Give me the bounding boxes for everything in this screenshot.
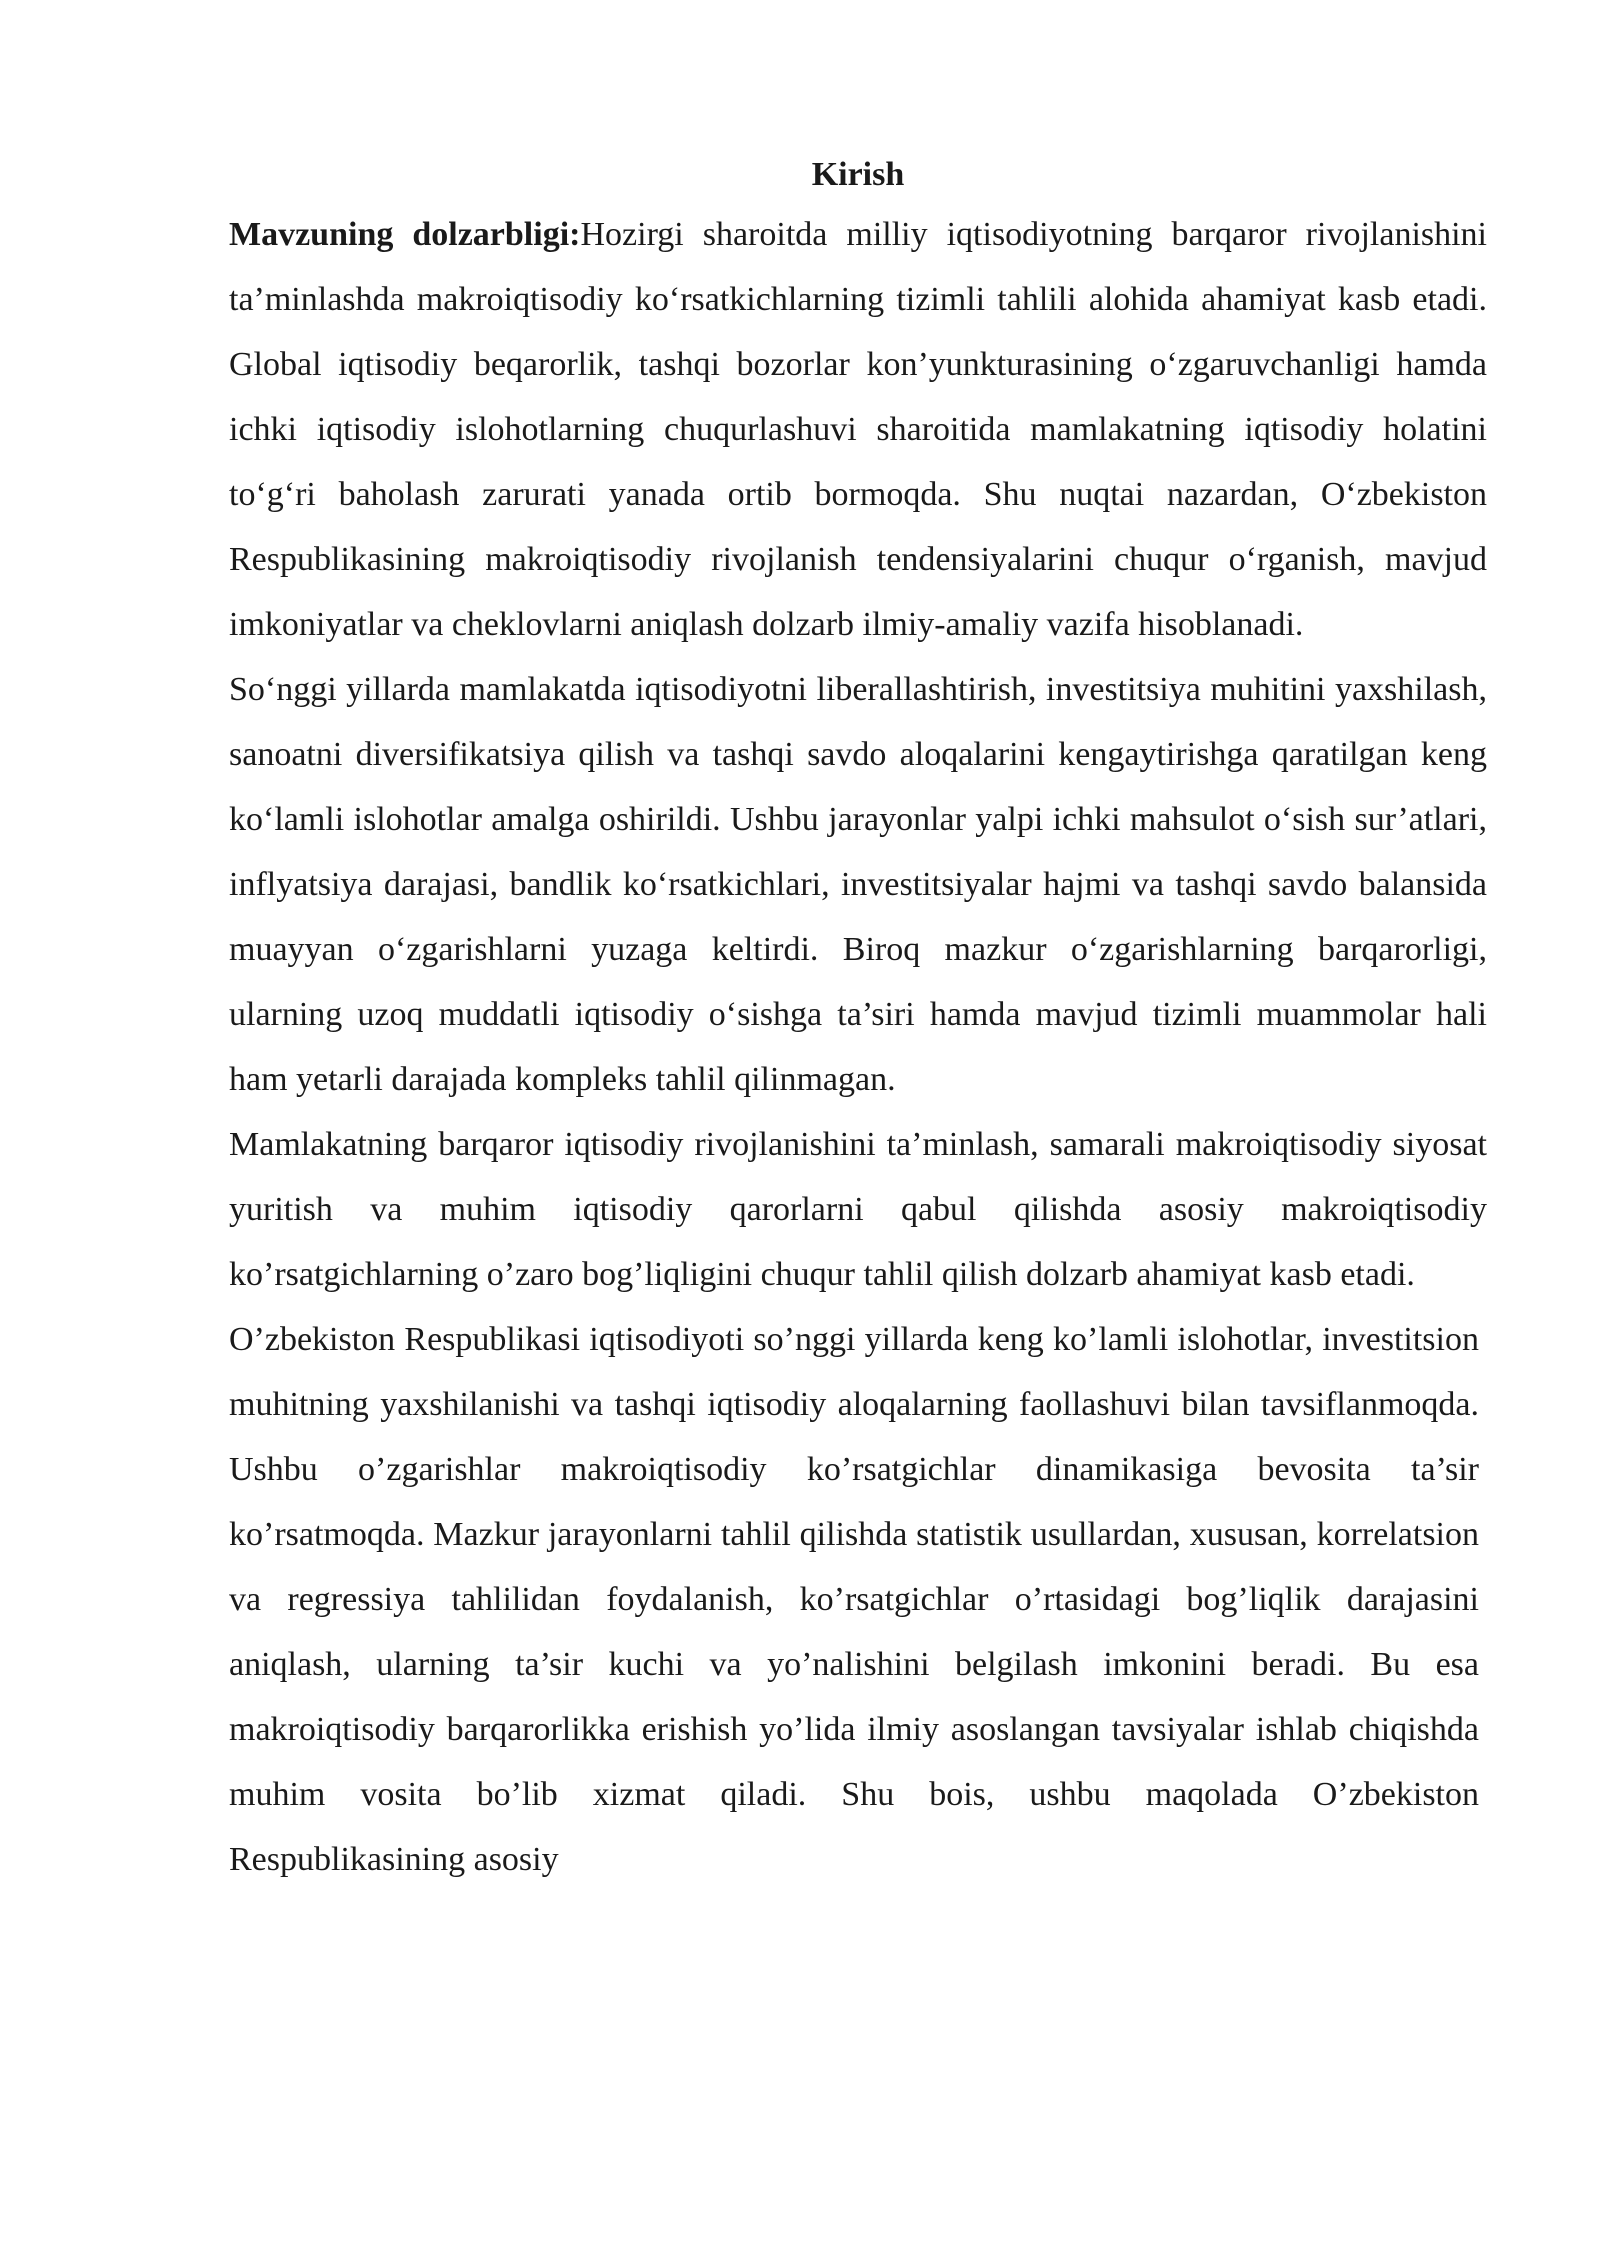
- paragraph-stability: Mamlakatning barqaror iqtisodiy rivojlanishini ta’minlash, samarali makroiqtisodiy siyosat yuritish va muhim iqtisodiy qarorlarni qabul qilishda asosiy makroiqtisodiy ko’rsatgichlarning o’zaro bog’liqligini chuqur tahlil qilish dolzarb ahamiyat kasb etadi.: [229, 1126, 1487, 1293]
- page-title: Kirish: [811, 156, 905, 193]
- document-body: [229, 148, 1487, 1892]
- paragraph-text: Hozirgi sharoitda milliy iqtisodiyotning barqaror rivojlanishini ta’minlashda makroiqtisodiy ko‘rsatkichlarning tizimli tahlili alohida ahamiyat kasb etadi. Global iqtisodiy beqarorlik, tashqi bozorlar kon’yunkturasining o‘zgaruvchanligi hamda ichki iqtisodiy islohotlarning chuqurlashuvi sharoitida mamlakatning iqtisodiy holatini to‘g‘ri baholash zarurati yanada ortib bormoqda. Shu nuqtai nazardan, O‘zbekiston Respublikasining makroiqtisodiy rivojlanish tendensiyalarini chuqur o‘rganish, mavjud imkoniyatlar va cheklovlarni aniqlash dolzarb ilmiy-amaliy vazifa hisoblanadi.: [229, 216, 1488, 643]
- paragraph-reforms: So‘nggi yillarda mamlakatda iqtisodiyotni liberallashtirish, investitsiya muhitini yaxshilash, sanoatni diversifikatsiya qilish va tashqi savdo aloqalarini kengaytirishga qaratilgan keng ko‘lamli islohotlar amalga oshirildi. Ushbu jarayonlar yalpi ichki mahsulot o‘sish sur’atlari, inflyatsiya darajasi, bandlik ko‘rsatkichlari, investitsiyalar hajmi va tashqi savdo balansida muayyan o‘zgarishlarni yuzaga keltirdi. Biroq mazkur o‘zgarishlarning barqarorligi, ularning uzoq muddatli iqtisodiy o‘sishga ta’siri hamda mavjud tizimli muammolar hali ham yetarli darajada kompleks tahlil qilinmagan.: [229, 671, 1487, 1098]
- paragraph-analysis: O’zbekiston Respublikasi iqtisodiyoti so’nggi yillarda keng ko’lamli islohotlar, investitsion muhitning yaxshilanishi va tashqi iqtisodiy aloqalarning faollashuvi bilan tavsiflanmoqda. Ushbu o’zgarishlar makroiqtisodiy ko’rsatgichlar dinamikasiga bevosita ta’sir ko’rsatmoqda. Mazkur jarayonlarni tahlil qilishda statistik usullardan, xususan, korrelatsion va regressiya tahlilidan foydalanish, ko’rsatgichlar o’rtasidagi bog’liqlik darajasini aniqlash, ularning ta’sir kuchi va yo’nalishini belgilash imkonini beradi. Bu esa makroiqtisodiy barqarorlikka erishish yo’lida ilmiy asoslangan tavsiyalar ishlab chiqishda muhim vosita bo’lib xizmat qiladi. Shu bois, ushbu maqolada O’zbekiston Respublikasining asosiy: [229, 1321, 1479, 1878]
- lead-label: Mavzuning dolzarbligi:: [229, 216, 581, 253]
- paragraph-relevance: [229, 202, 1487, 657]
